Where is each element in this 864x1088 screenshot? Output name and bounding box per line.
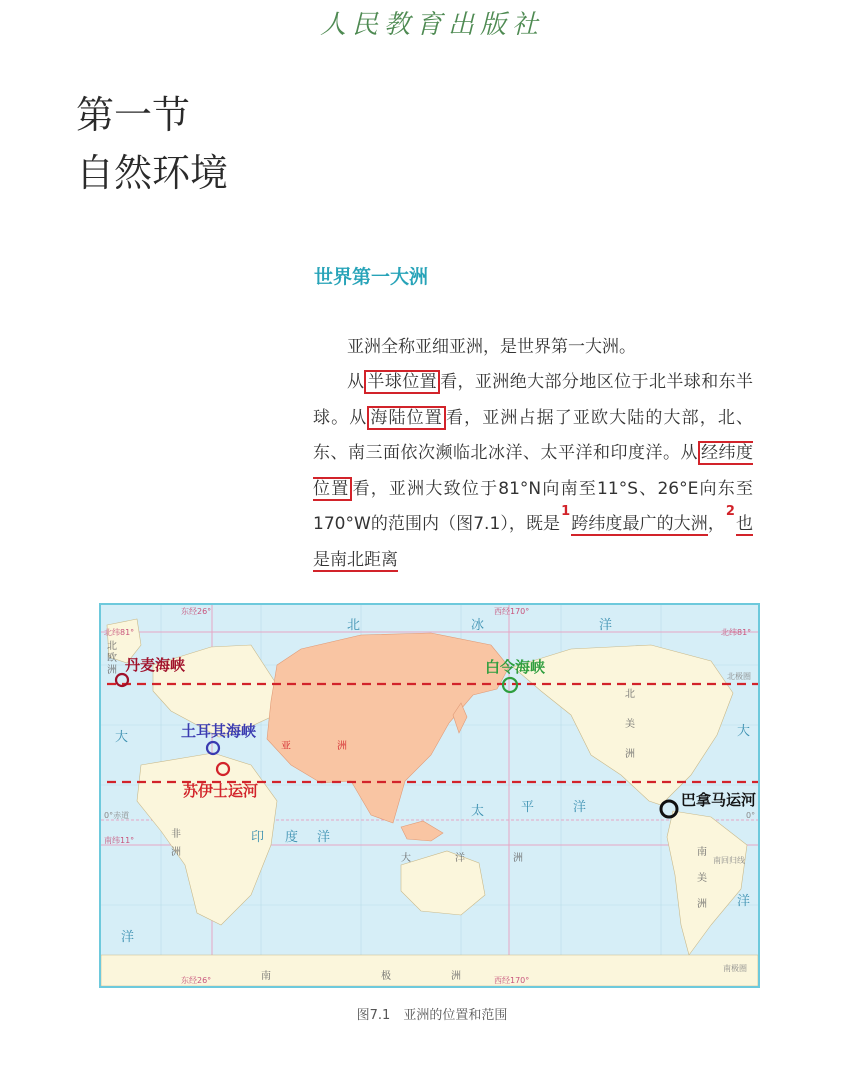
continent-label-antarctica-3: 洲 xyxy=(451,971,461,982)
continent-label-oceania-1: 大 xyxy=(401,853,411,864)
continent-label-samerica-3: 洲 xyxy=(697,899,707,910)
lat-label-antarctic: 南极圈 xyxy=(723,964,747,973)
ocean-label-indian-2: 度 xyxy=(285,830,299,845)
bering-strait-label: 白令海峡 xyxy=(485,658,546,676)
continent-label-europe-3: 洲 xyxy=(107,665,117,676)
continent-label-asia-2: 洲 xyxy=(337,741,347,752)
ocean-label-pacific-3: 洋 xyxy=(573,800,587,815)
continent-label-antarctica-2: 极 xyxy=(381,971,391,982)
ocean-label-arctic-3: 洋 xyxy=(599,618,613,633)
section-title: 世界第一大洲 xyxy=(314,266,429,288)
ocean-label-arctic-1: 北 xyxy=(347,618,361,633)
underlined-phrase-1: 跨纬度最广的大洲 xyxy=(571,514,708,535)
figure-caption: 图7.1 亚洲的位置和范围 xyxy=(356,1008,508,1023)
lat-label-arctic: 北极圈 xyxy=(727,672,751,681)
chapter-title: 自然环境 xyxy=(76,151,229,195)
ocean-label-atlantic-right-2: 洋 xyxy=(737,894,751,909)
lat-label-s11-left: 南纬11° xyxy=(104,836,135,845)
continent-label-oceania-2: 洋 xyxy=(455,853,465,864)
continent-label-namerica-2: 美 xyxy=(625,719,635,730)
text-run: 看，亚洲绝大部分地区位于北半球和东半球。从 xyxy=(313,372,754,428)
boxed-term-lat-lon: 经纬度位置 xyxy=(313,443,753,499)
ocean-label-pacific-2: 平 xyxy=(521,800,535,815)
continent-label-samerica-2: 美 xyxy=(697,873,707,884)
chapter-heading xyxy=(76,86,228,202)
boxed-term-land-sea: 海陆位置 xyxy=(367,406,446,430)
continent-label-africa-1: 非 xyxy=(171,829,181,840)
continent-label-africa-2: 洲 xyxy=(171,847,181,858)
lon-label-west-top: 西经170° xyxy=(494,607,530,616)
text-run: 看，亚洲占据了亚欧大陆的大部，北、东、南三面依次濒临北冰洋、太平洋和印度洋。从 xyxy=(313,407,754,464)
panama-canal-label: 巴拿马运河 xyxy=(681,791,757,809)
lat-label-equator-left: 0°赤道 xyxy=(104,811,130,820)
ocean-label-atlantic-left-1: 大 xyxy=(115,730,129,745)
ocean-label-indian-3: 洋 xyxy=(317,830,331,845)
text-run: ， xyxy=(707,514,725,535)
underlined-phrase-2: 也是南北距离 xyxy=(313,514,754,571)
lat-label-equator-right: 0° xyxy=(746,811,756,820)
lat-label-n81-left: 北纬81° xyxy=(104,628,135,637)
ocean-label-indian-1: 印 xyxy=(251,830,265,845)
text-run: 从 xyxy=(347,372,365,393)
annotation-number-2: 2 xyxy=(725,504,735,520)
text-run: 看，亚洲大致位于81°N向南至11°S、26°E向东至170°W的范围内（图7.1），既是 xyxy=(313,478,753,535)
continent-label-asia-1: 亚 xyxy=(281,741,291,752)
continent-label-namerica-1: 北 xyxy=(625,689,635,700)
lat-label-tropic-s: 南回归线 xyxy=(713,856,745,865)
world-map xyxy=(99,603,760,988)
publisher-logo: 人民教育出版社 xyxy=(319,10,544,40)
denmark-strait-label: 丹麦海峡 xyxy=(125,656,186,674)
paragraph-1: 亚洲全称亚细亚洲，是世界第一大洲。 xyxy=(347,337,636,357)
lon-label-west-bottom: 西经170° xyxy=(494,976,530,985)
body-text xyxy=(313,330,753,579)
continent-label-antarctica-1: 南 xyxy=(261,971,271,982)
chapter-section: 第一节 xyxy=(76,93,191,137)
suez-canal-label: 苏伊士运河 xyxy=(183,782,259,800)
continent-label-europe-1: 北 xyxy=(107,641,117,652)
ocean-label-atlantic-right-1: 大 xyxy=(737,724,751,739)
continent-label-oceania-3: 洲 xyxy=(513,853,523,864)
ocean-label-pacific-1: 太 xyxy=(471,804,485,819)
boxed-term-hemisphere: 半球位置 xyxy=(364,370,440,394)
paragraph-2 xyxy=(313,365,753,578)
continent-label-namerica-3: 洲 xyxy=(625,749,635,760)
turkish-straits-label: 土耳其海峡 xyxy=(181,722,257,740)
annotation-number-1: 1 xyxy=(561,504,571,520)
ocean-label-atlantic-left-2: 洋 xyxy=(121,930,135,945)
lon-label-east-top: 东经26° xyxy=(181,607,212,616)
ocean-label-arctic-2: 冰 xyxy=(471,618,485,633)
lat-label-n81-right: 北纬81° xyxy=(721,628,752,637)
continent-label-samerica-1: 南 xyxy=(697,847,707,858)
continent-label-europe-2: 欧 xyxy=(107,653,117,664)
lon-label-east-bottom: 东经26° xyxy=(181,976,212,985)
